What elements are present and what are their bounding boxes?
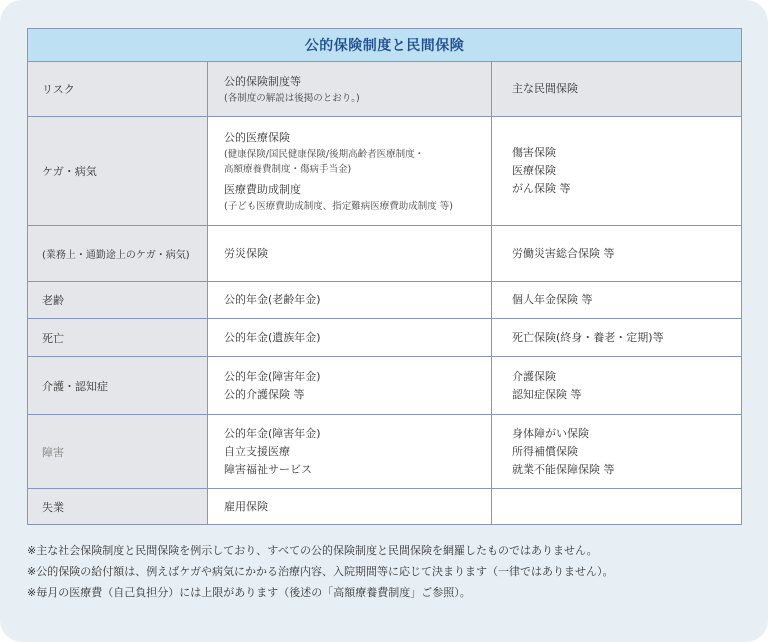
private-cell (492, 319, 742, 357)
public-item: 公的介護保険 等 (224, 387, 305, 401)
public-item: 公的年金(障害年金) (224, 369, 321, 383)
header-public-note: (各制度の解説は後掲のとおり。) (224, 92, 360, 104)
public-item: 障害福祉サービス (224, 462, 312, 476)
private-item: 医療保険 (512, 164, 556, 177)
table-row (28, 282, 742, 319)
private-item: 身体障がい保険 (512, 426, 589, 440)
public-cell (208, 415, 492, 489)
public-cell (208, 226, 492, 282)
private-item: 所得補償保険 (512, 444, 578, 458)
private-cell-empty (492, 489, 742, 525)
public-item: 労災保険 (224, 246, 268, 260)
public-item-note: (健康保険/国民健康保険/後期高齢者医療制度・ (224, 148, 425, 160)
private-cell (492, 117, 742, 226)
header-private: 主な民間保険 (492, 62, 742, 117)
footnote: ※毎月の医療費（自己負担分）には上限があります（後述の「高額療養費制度」ご参照）。 (27, 586, 471, 599)
table-title: 公的保険制度と民間保険 (28, 29, 742, 62)
table-row (28, 415, 742, 489)
footnote: ※主な社会保険制度と民間保険を例示しており、すべての公的保険制度と民間保険を網羅したものではありません。 (27, 544, 598, 557)
header-public-label: 公的保険制度等 (224, 74, 301, 88)
public-cell (208, 357, 492, 415)
private-item: 個人年金保険 等 (512, 293, 593, 306)
footnotes (27, 540, 614, 603)
private-item: 就業不能保障保険 等 (512, 462, 615, 476)
risk-cell: 障害 (28, 415, 208, 489)
private-cell (492, 415, 742, 489)
private-item: 死亡保険(終身・養老・定期)等 (512, 330, 664, 344)
risk-cell: 失業 (28, 489, 208, 525)
risk-cell: ケガ・病気 (28, 117, 208, 226)
public-item: 公的年金(老齢年金) (224, 293, 321, 306)
footnote: ※公的保険の給付額は、例えばケガや病気にかかる治療内容、入院期間等に応じて決まります（一律ではありません）。 (27, 565, 614, 578)
title-row (28, 29, 742, 62)
private-item: 労働災害総合保険 等 (512, 246, 615, 260)
table-row (28, 489, 742, 525)
public-cell (208, 319, 492, 357)
table-row (28, 357, 742, 415)
public-item: 自立支援医療 (224, 444, 290, 458)
public-item: 公的年金(障害年金) (224, 426, 321, 440)
public-item: 公的年金(遺族年金) (224, 330, 321, 344)
public-item: 医療費助成制度 (224, 182, 301, 196)
public-cell (208, 489, 492, 525)
risk-cell: 介護・認知症 (28, 357, 208, 415)
header-risk: リスク (28, 62, 208, 117)
table-row (28, 117, 742, 226)
public-item: 雇用保険 (224, 499, 268, 513)
public-cell (208, 282, 492, 319)
header-row (28, 62, 742, 117)
public-item-note: (子ども医療費助成制度、指定難病医療費助成制度 等) (224, 200, 453, 212)
table-row (28, 319, 742, 357)
private-item: がん保険 等 (512, 182, 571, 195)
private-cell (492, 357, 742, 415)
private-item: 認知症保険 等 (512, 387, 582, 401)
private-item: 傷害保険 (512, 146, 556, 159)
private-item: 介護保険 (512, 369, 556, 383)
risk-cell: 死亡 (28, 319, 208, 357)
public-cell (208, 117, 492, 226)
table-row (28, 226, 742, 282)
private-cell (492, 282, 742, 319)
risk-cell: 老齢 (28, 282, 208, 319)
private-cell (492, 226, 742, 282)
header-public (208, 62, 492, 117)
public-item: 公的医療保険 (224, 130, 290, 144)
insurance-comparison-table (27, 28, 742, 525)
risk-cell: (業務上・通勤途上のケガ・病気) (28, 226, 208, 282)
public-item-note: 高額療養費制度・傷病手当金) (224, 163, 352, 175)
